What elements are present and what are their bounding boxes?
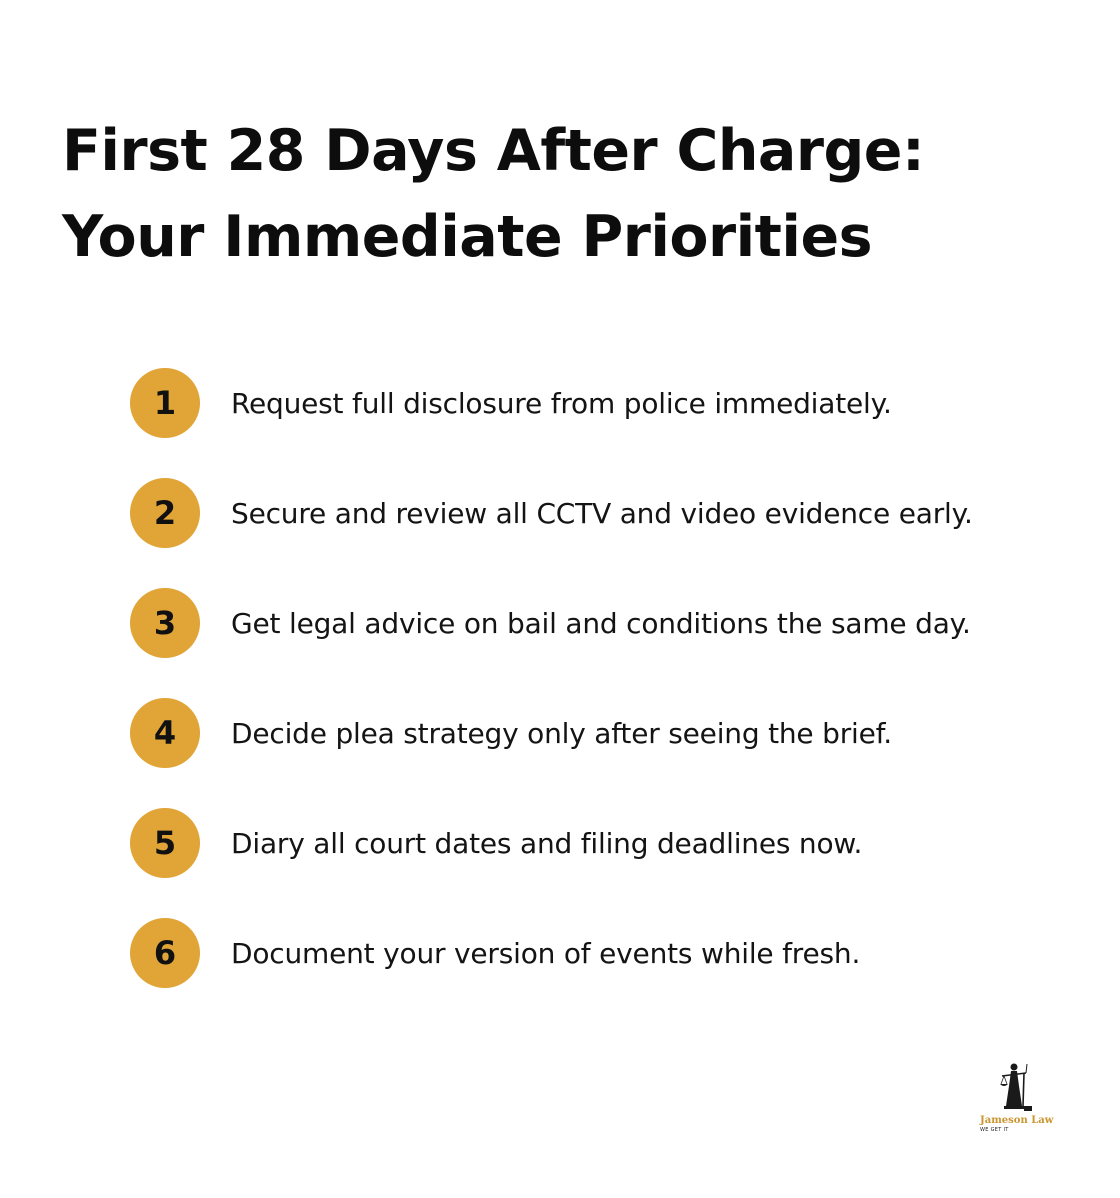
step-text: Secure and review all CCTV and video evidence early. bbox=[231, 496, 973, 530]
list-item bbox=[130, 918, 1090, 988]
step-text: Request full disclosure from police immediately. bbox=[231, 386, 892, 420]
step-text: Get legal advice on bail and conditions the same day. bbox=[231, 606, 971, 640]
step-text: Decide plea strategy only after seeing the brief. bbox=[231, 716, 892, 750]
priority-list bbox=[130, 368, 1090, 1028]
jameson-law-logo bbox=[976, 1060, 1056, 1136]
list-item bbox=[130, 698, 1090, 768]
step-number-badge: 1 bbox=[130, 368, 200, 438]
step-number-badge: 4 bbox=[130, 698, 200, 768]
logo-name: Jameson Law bbox=[980, 1115, 1054, 1126]
list-item bbox=[130, 368, 1090, 438]
title-line-2: Your Immediate Priorities bbox=[62, 204, 873, 270]
step-number-badge: 6 bbox=[130, 918, 200, 988]
step-text: Document your version of events while fresh. bbox=[231, 936, 861, 970]
step-number-badge: 3 bbox=[130, 588, 200, 658]
title-line-1: First 28 Days After Charge: bbox=[62, 118, 925, 184]
logo-tagline: WE GET IT bbox=[980, 1127, 1009, 1133]
list-item bbox=[130, 588, 1090, 658]
step-text: Diary all court dates and filing deadlines now. bbox=[231, 826, 863, 860]
step-number-badge: 5 bbox=[130, 808, 200, 878]
page-title bbox=[62, 108, 1062, 280]
lady-justice-icon bbox=[996, 1060, 1036, 1114]
list-item bbox=[130, 478, 1090, 548]
step-number-badge: 2 bbox=[130, 478, 200, 548]
list-item bbox=[130, 808, 1090, 878]
